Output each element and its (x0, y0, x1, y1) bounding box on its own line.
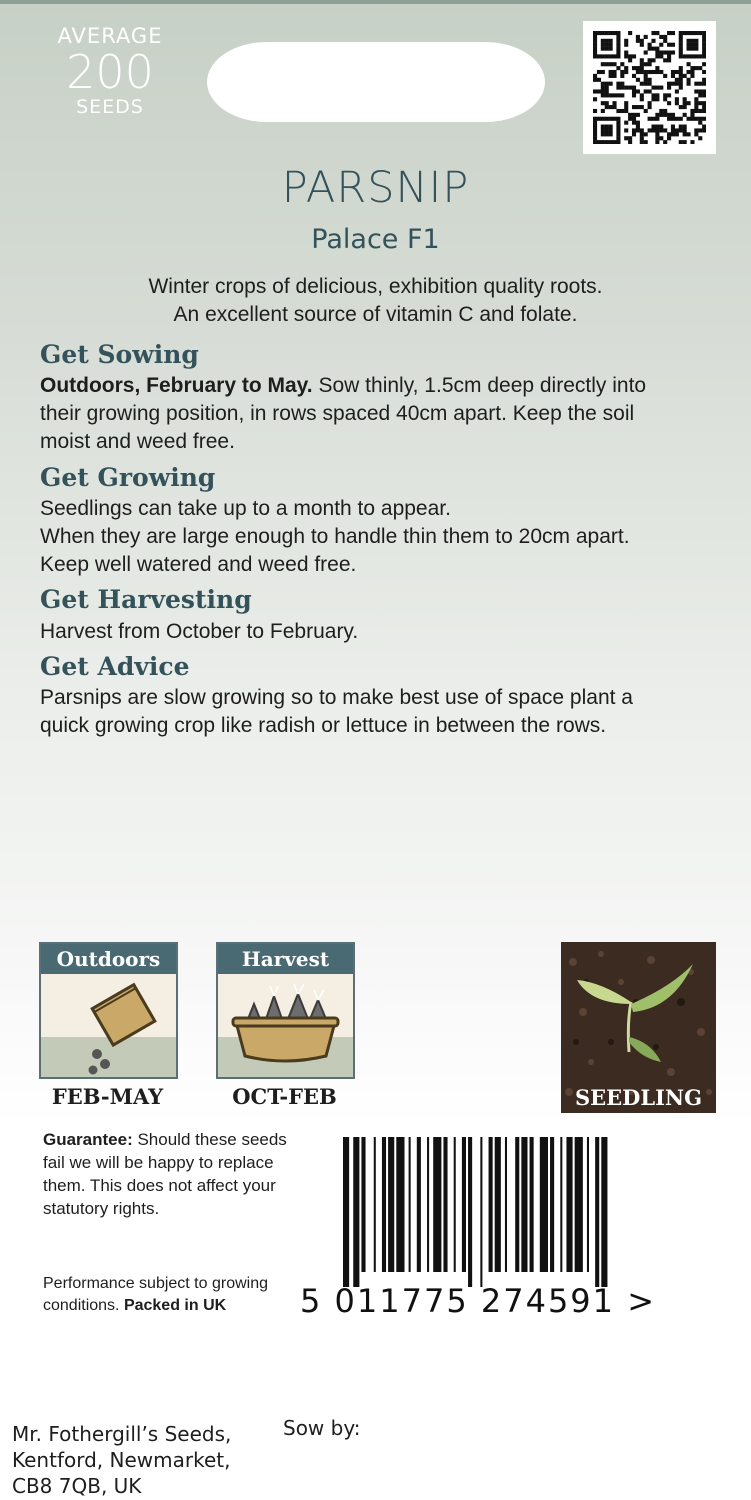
sowing-bold-text: Outdoors, February to May. (40, 374, 313, 397)
barcode-bar (587, 1137, 589, 1272)
harvest-basket-icon (218, 974, 353, 1077)
barcode-bar (489, 1137, 493, 1272)
supplier-address (12, 1421, 272, 1499)
section-heading-growing: Get Growing (40, 463, 216, 492)
barcode-bar (505, 1137, 507, 1272)
product-variety: Palace F1 (311, 224, 440, 255)
top-edge-line (0, 0, 751, 4)
barcode-bar (468, 1137, 472, 1287)
barcode-bar (388, 1137, 394, 1272)
barcode-bar (382, 1137, 386, 1272)
barcode-bar (433, 1137, 441, 1272)
barcode-bar (396, 1137, 404, 1272)
harvest-tile (216, 942, 355, 1079)
product-intro (0, 273, 751, 329)
barcode-bar (540, 1137, 548, 1272)
body-line: moist and weed free. (40, 430, 235, 453)
section-heading-harvesting: Get Harvesting (40, 585, 252, 614)
intro-line: An excellent source of vitamin C and folate. (173, 303, 578, 326)
barcode-bar (530, 1137, 534, 1272)
address-line: Mr. Fothergill’s Seeds, (12, 1422, 232, 1446)
outdoors-tile-label: Outdoors (41, 944, 176, 974)
seed-count-number: 200 (66, 45, 154, 99)
sowing-packet-icon (41, 974, 176, 1077)
seed-count-label-bottom: SEEDS (76, 96, 144, 118)
barcode-bar (495, 1137, 501, 1272)
section-heading-advice: Get Advice (40, 652, 190, 681)
barcode-bar (480, 1137, 482, 1287)
section-body-harvesting (40, 618, 730, 646)
guarantee-note (43, 1128, 313, 1220)
barcode-bar (566, 1137, 572, 1272)
body-line: Parsnips are slow growing so to make best use of space plant a (40, 686, 633, 709)
section-heading-sowing: Get Sowing (40, 340, 199, 369)
product-name: PARSNIP (281, 163, 470, 213)
body-line: Seedlings can take up to a month to appear. (40, 497, 451, 520)
body-line (40, 372, 730, 400)
qr-code-icon[interactable] (583, 21, 716, 154)
blank-label-area (207, 42, 545, 122)
outdoors-months: FEB-MAY (51, 1084, 164, 1109)
sowing-text: Sow thinly, 1.5cm deep directly into (312, 374, 647, 397)
barcode-bar (601, 1137, 607, 1287)
seed-count-badge (40, 24, 180, 118)
barcode-bar (560, 1137, 562, 1272)
address-line: Kentford, Newmarket, (12, 1448, 231, 1472)
barcode-bar (575, 1137, 583, 1272)
body-line: Harvest from October to February. (40, 620, 359, 643)
barcode-bar (550, 1137, 554, 1272)
barcode-bar (454, 1137, 456, 1272)
body-line: quick growing crop like radish or lettuce in between the rows. (40, 714, 607, 737)
barcode-bar (595, 1137, 599, 1287)
body-line: Keep well watered and weed free. (40, 553, 357, 576)
barcode-bar (409, 1137, 411, 1272)
barcode (343, 1137, 713, 1287)
barcode-bar (443, 1137, 447, 1272)
harvest-tile-label: Harvest (218, 944, 353, 974)
barcode-bar (515, 1137, 519, 1272)
section-body-sowing (40, 372, 730, 456)
barcode-bar (462, 1137, 466, 1272)
barcode-bar (374, 1137, 376, 1272)
address-line: CB8 7QB, UK (12, 1474, 142, 1498)
barcode-bar (427, 1137, 429, 1272)
guarantee-label: Guarantee: (43, 1130, 133, 1149)
outdoors-sowing-tile (39, 942, 178, 1079)
harvest-months: OCT-FEB (232, 1084, 337, 1109)
guarantee-text: Should these seeds fail we will be happy to replace them. This does not affect your statutory rights. (43, 1130, 287, 1218)
barcode-digits: 5 011775 274591 > (300, 1282, 656, 1320)
performance-note (43, 1273, 303, 1317)
section-body-advice (40, 684, 730, 740)
barcode-bar (353, 1137, 359, 1287)
barcode-bar (343, 1137, 349, 1287)
barcode-bar (417, 1137, 421, 1272)
packed-in-label: Packed in UK (123, 1297, 227, 1314)
body-line: When they are large enough to handle thin them to 20cm apart. (40, 525, 630, 548)
barcode-bar (361, 1137, 365, 1272)
intro-line: Winter crops of delicious, exhibition quality roots. (148, 275, 603, 298)
sow-by-label: Sow by: (283, 1416, 361, 1440)
body-line: their growing position, in rows spaced 40cm apart. Keep the soil (40, 402, 635, 425)
seedling-caption: SEEDLING (574, 1085, 703, 1110)
barcode-bar (521, 1137, 527, 1272)
section-body-growing (40, 495, 730, 579)
performance-text: Performance subject to growing conditions. (43, 1275, 268, 1314)
seed-count-label-top: AVERAGE (57, 24, 163, 48)
